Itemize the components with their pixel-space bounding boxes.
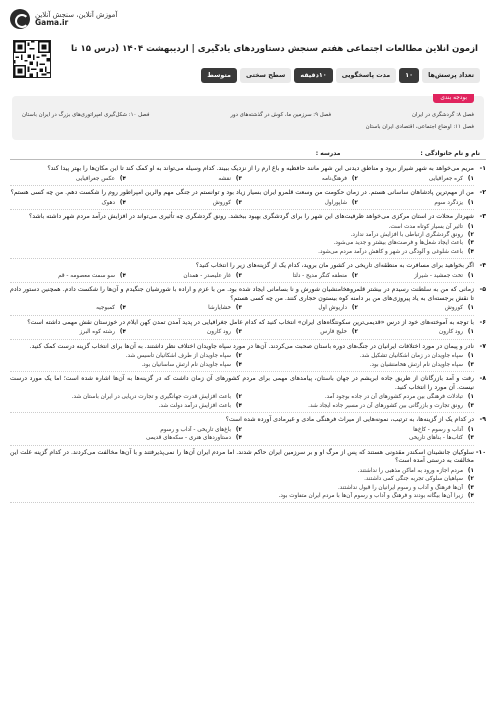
option-text: تخت جمشید - شیراز [414, 272, 463, 279]
question-text: در کدام یک از گزینه‌ها، به ترتیب، نمونه‌هایی از میراث فرهنگی مادی و غیرمادی آورده شده است؟ [225, 416, 474, 424]
question-number: ۸- [479, 375, 486, 383]
option-number: ۱) [467, 394, 474, 401]
option-text: سپاه جاویدان نام ارتش ساسانیان بود. [141, 361, 231, 368]
option-text: داریوش اول [318, 305, 347, 312]
option-text: تبادلات فرهنگی بین مردم کشورهای آن در جاده بوجود آمد. [324, 394, 463, 401]
question-number: ۷- [479, 342, 486, 350]
exam-title: آزمون آنلاین مطالعات اجتماعی هفتم سنجش دستاوردهای یادگیری | اردیبهشت ۱۴۰۴ (درس ۱۵ تا [71, 44, 478, 54]
answer-option[interactable] [242, 434, 474, 442]
answer-option[interactable] [10, 231, 474, 239]
question-separator [10, 445, 474, 446]
answer-option[interactable] [10, 175, 126, 183]
question-number: ۶- [479, 318, 486, 326]
question-5 [10, 286, 486, 316]
option-text: سپاه جاویدان نام ارتش هخامنشیان بود. [369, 361, 463, 368]
option-text: مردم اجازه ورود به اماکن مذهبی را نداشتند. [357, 467, 463, 474]
question-separator [10, 282, 474, 283]
answer-option[interactable] [358, 272, 474, 280]
answer-option[interactable] [10, 426, 242, 434]
question-3 [10, 213, 486, 259]
answer-options [10, 393, 474, 410]
answer-options [10, 223, 474, 257]
brand-name: آموزش آنلاین، سنجش آنلاین [35, 10, 118, 19]
question-number: ۳- [479, 213, 486, 220]
question-text: اگر بخواهید برای مسافرت به منطقه‌ای تاریخی در کشور مان بروید، کدام یک از گزینه‌های زیر را انتخاب کنید؟ [195, 262, 474, 270]
question-separator [10, 185, 474, 186]
option-number: ۱) [467, 426, 474, 433]
option-text: عکس جغرافیایی [75, 175, 115, 182]
option-text: رونق تجارت و بازرگانی بین کشورهای آن در مسیر جاده ایجاد شد. [308, 402, 463, 409]
question-text: رفت و آمد بازرگانان از طریق جاده ابریشم در جهان باستان، پیامدهای مهمی برای مردم کشورهای آن زمان داشت که در گزینه‌ها به آن‌ها اشاره شده است؛ اما یک مورد درست نیست. آن مورد را انتخاب کنید. [10, 375, 474, 391]
question-8 [10, 375, 486, 413]
topic-item: فصل ۸: گردشگری در ایران [412, 112, 474, 118]
question-number: ۱۰- [475, 448, 486, 456]
option-text: آداب و رسوم - کاخ‌ها [413, 426, 463, 433]
answer-option[interactable] [242, 402, 474, 410]
question-text: شهردار محلات در استان مرکزی می‌خواهد ظرفیت‌های این شهر را برای گردشگری بهبود ببخشد. رونق گردشگری چه تأثیری می‌تواند در افزایش درآمد مردم شهر داشته باشد؟ [28, 213, 474, 220]
option-number: ۱) [467, 353, 474, 360]
answer-option[interactable] [10, 272, 126, 280]
answer-option[interactable] [242, 272, 358, 280]
question-7 [10, 343, 486, 372]
meta-questions-value: ۱۰ [399, 68, 419, 83]
option-number: ۳) [467, 435, 474, 442]
question-1 [10, 165, 486, 186]
question-separator [10, 258, 474, 259]
answer-option[interactable] [10, 475, 474, 483]
option-text: آن‌ها فرهنگ و آداب و رسوم ایرانیان را قبول نداشتند. [338, 484, 463, 491]
question-separator [10, 209, 474, 210]
option-text: غار علیصدر - همدان [183, 272, 231, 279]
answer-option[interactable] [126, 328, 242, 336]
answer-option[interactable] [358, 199, 474, 207]
answer-option[interactable] [10, 328, 126, 336]
meta-duration-value: ۱۰دقیقه [294, 68, 332, 83]
question-number: ۹- [479, 416, 486, 424]
option-text: کوروش [212, 199, 231, 206]
question-separator [10, 315, 474, 316]
option-text: کتاب‌ها - بناهای تاریخی [409, 435, 463, 442]
answer-option[interactable] [10, 239, 474, 247]
option-number: ۳) [235, 199, 242, 206]
option-number: ۳) [235, 175, 242, 182]
option-number: ۲) [351, 272, 358, 279]
option-text: باعث افزایش درآمد دولت شد. [158, 402, 231, 409]
question-9 [10, 416, 486, 445]
gama-logo-icon [10, 9, 30, 29]
option-number: ۲) [235, 353, 242, 360]
question-text: مریم می‌خواهد به شهر شیراز برود و مناطق دیدنی این شهر مانند حافظیه و باغ ارم را از نزدیک ببیند. کدام وسیله می‌تواند به او کمک کند تا این مکان‌ها را بهتر پیدا کند؟ [47, 165, 474, 172]
option-number: ۱) [467, 305, 474, 312]
option-text: خلیج فارس [320, 329, 347, 336]
option-number: ۲) [351, 305, 358, 312]
answer-option[interactable] [242, 199, 358, 207]
topic-item: فصل ۱۱: اوضاع اجتماعی، اقتصادی ایران باستان [365, 124, 474, 130]
option-number: ۴) [467, 248, 474, 255]
answer-option[interactable] [10, 402, 242, 410]
answer-option[interactable] [242, 328, 358, 336]
option-number: ۱) [467, 329, 474, 336]
question-number: ۲- [479, 189, 486, 196]
answer-option[interactable] [10, 492, 474, 500]
option-number: ۴) [119, 175, 126, 182]
option-text: کمبوجیه [96, 305, 115, 312]
student-info [16, 150, 480, 157]
topic-item: فصل ۱۰: شکل‌گیری امپراتوری‌های بزرگ در ایران باستان [22, 112, 150, 118]
student-name-label: نام و نام خانوادگی : [420, 150, 480, 157]
option-number: ۱) [467, 272, 474, 279]
answer-options [10, 199, 474, 207]
option-text: دهوک [101, 199, 115, 206]
option-number: ۲) [351, 199, 358, 206]
brand-header[interactable] [10, 6, 190, 32]
option-text: رود کارون [207, 329, 231, 336]
question-separator [10, 339, 474, 340]
option-number: ۳) [235, 272, 242, 279]
option-number: ۱) [467, 467, 474, 474]
student-school-label: مدرسه : [315, 150, 341, 157]
answer-options [10, 467, 474, 501]
answer-option[interactable] [10, 484, 474, 492]
option-text: باغ‌های تاریخی - آداب و رسوم [160, 426, 231, 433]
option-text: رونق گردشگری ارتباطی با افزایش درآمد ندارد. [350, 232, 463, 238]
question-number: ۴- [479, 262, 486, 270]
answer-option[interactable] [358, 304, 474, 312]
question-number: ۱- [479, 165, 486, 172]
option-text: رود کارون [439, 329, 463, 336]
option-number: ۴) [119, 272, 126, 279]
option-number: ۲) [351, 329, 358, 336]
answer-option[interactable] [10, 361, 242, 369]
question-6 [10, 319, 486, 340]
topics-box [12, 96, 484, 140]
option-text: دستاوردهای هنری - سکه‌های قدیمی [145, 435, 231, 442]
topic-item: فصل ۹: سرزمین ما، کوش در گذشته‌های دور [230, 112, 332, 118]
option-number: ۳) [467, 484, 474, 491]
question-2 [10, 189, 486, 210]
answer-options [10, 426, 474, 443]
option-text: کره جغرافیایی [428, 175, 463, 182]
answer-option[interactable] [242, 352, 474, 360]
question-separator [10, 502, 474, 503]
option-number: ۴) [235, 435, 242, 442]
option-number: ۲) [351, 175, 358, 182]
qr-code-icon [13, 40, 51, 78]
option-text: سپاه جاویدان در زمان اشکانیان تشکیل شد. [359, 353, 463, 360]
brand-site: Gama.ir [35, 17, 69, 27]
answer-options [10, 175, 474, 183]
answer-options [10, 352, 474, 369]
option-number: ۱) [467, 175, 474, 182]
answer-options [10, 272, 474, 280]
option-text: سو سمت معصومه - قم [58, 272, 115, 279]
answer-option[interactable] [242, 393, 474, 401]
answer-option[interactable] [10, 223, 474, 231]
option-number: ۲) [235, 426, 242, 433]
answer-option[interactable] [126, 304, 242, 312]
topics-badge: بودجه بندی [433, 94, 474, 103]
answer-option[interactable] [10, 352, 242, 360]
option-number: ۴) [467, 493, 474, 500]
answer-option[interactable] [242, 361, 474, 369]
option-text: رشته کوه البرز [79, 329, 115, 336]
question-separator [10, 412, 474, 413]
option-number: ۱) [467, 223, 474, 230]
meta-difficulty-label: سطح سختی [240, 68, 291, 83]
question-4 [10, 262, 486, 283]
option-number: ۳) [467, 402, 474, 409]
meta-duration-label: مدت پاسخگویی [336, 68, 397, 83]
option-text: باعث شلوغی و آلودگی در شهر و کاهش درآمد مردم می‌شود. [318, 248, 463, 255]
option-number: ۲) [235, 394, 242, 401]
answer-options [10, 304, 474, 312]
answer-option[interactable] [126, 175, 242, 183]
option-number: ۴) [235, 402, 242, 409]
answer-option[interactable] [358, 328, 474, 336]
answer-option[interactable] [10, 434, 242, 442]
question-text: سلوکیان جانشینان اسکندر مقدونی هستند که پس از مرگ او و بر سرزمین ایران حاکم شدند. اما مردم ایران آن‌ها را نمی‌پذیرفتند و با آن‌ها مخالفت می‌کردند. در کدام گزینه علت این مخالفت به درستی آمده است؟ [10, 448, 474, 465]
question-text: زمانی که من به سلطنت رسیدم در بیشتر قلمروهخامنشیان شورش و نا بسامانی ایجاد شده بود. من با عزم و اراده با شورشیان جنگیدم و آن‌ها را شکست دادم. همچنین دستور دادم تا نقش برجسته‌ای به یاد پیروزی‌های من بر دامنه کوه بیستون حجاری کنند. من چه کسی هستم؟ [10, 286, 474, 302]
option-text: فرهنگ‌نامه [321, 175, 347, 182]
option-text: باعث ایجاد شغل‌ها و فرصت‌های بیشتر و جدید می‌شود. [333, 240, 463, 247]
question-list [10, 165, 486, 506]
option-text: یزدگرد سوم [434, 199, 463, 206]
question-text: نادر و پیمان در مورد اختلافات ایرانیان در جنگ‌های دوره باستان صحبت می‌کردند. آن‌ها در مورد سپاه جاویدان اختلاف نظر داشتند. به آن‌ها برای انتخاب گزینه درست کمک کنید. [29, 342, 474, 350]
meta-questions-label: تعداد پرسش‌ها [422, 68, 480, 83]
option-text: نقشه [218, 175, 231, 182]
option-number: ۳) [467, 240, 474, 247]
answer-option[interactable] [10, 467, 474, 475]
answer-option[interactable] [10, 304, 126, 312]
option-text: زیرا آن‌ها بیگانه بودند و فرهنگ و آداب و رسوم آن‌ها با مردم ایران متفاوت بود. [278, 493, 463, 500]
option-number: ۴) [119, 329, 126, 336]
question-number: ۵- [479, 286, 486, 294]
option-text: منطقه کنگر مدیح - دلتا [292, 272, 347, 279]
question-10 [10, 449, 486, 504]
option-number: ۴) [119, 199, 126, 206]
answer-option[interactable] [242, 304, 358, 312]
answer-option[interactable] [10, 248, 474, 256]
question-text: با توجه به آموخته‌های خود از درس «قدیمی‌ترین سکونتگاه‌های ایران» انتخاب کنید که کدام عامل جغرافیایی در پدید آمدن تمدن کهن ایلام در خوزستان نقش مهمی داشته است؟ [27, 318, 474, 326]
question-text: من از مهم‌ترین پادشاهان ساسانی هستم. در زمان حکومت من وسعت قلمرو ایران بسیار زیاد بود و توانستم در جنگی مهم والرین امپراطور روم را شکست دهم. من چه کسی هستم؟ [10, 189, 474, 196]
option-text: سپاهیان سلوکی تجربه جنگی کمی داشتند. [364, 476, 463, 483]
exam-meta-bar [201, 68, 480, 83]
option-number: ۳) [467, 361, 474, 368]
answer-option[interactable] [126, 272, 242, 280]
option-text: شاپوراول [324, 199, 347, 206]
option-text: تأثیر آن بسیار کوتاه مدت است. [388, 223, 463, 230]
answer-options [10, 328, 474, 336]
option-number: ۲) [467, 232, 474, 238]
answer-option[interactable] [242, 175, 358, 183]
meta-difficulty-value: متوسط [201, 68, 237, 83]
option-text: سپاه جاویدان از طرف اشکانیان تأسیس شد. [125, 353, 231, 360]
option-number: ۳) [235, 329, 242, 336]
answer-option[interactable] [358, 175, 474, 183]
option-text: باعث افزایش قدرت جهانگیری و تجارت دریایی در ایران باستان شد. [71, 394, 231, 401]
answer-option[interactable] [10, 199, 126, 207]
answer-option[interactable] [10, 393, 242, 401]
option-text: خشایارشا [208, 305, 231, 312]
option-number: ۴) [119, 305, 126, 312]
option-number: ۳) [235, 305, 242, 312]
answer-option[interactable] [126, 199, 242, 207]
answer-option[interactable] [242, 426, 474, 434]
option-text: کوروش [444, 305, 463, 312]
option-number: ۲) [467, 476, 474, 483]
divider [10, 159, 486, 160]
option-number: ۴) [235, 361, 242, 368]
option-number: ۱) [467, 199, 474, 206]
question-separator [10, 371, 474, 372]
